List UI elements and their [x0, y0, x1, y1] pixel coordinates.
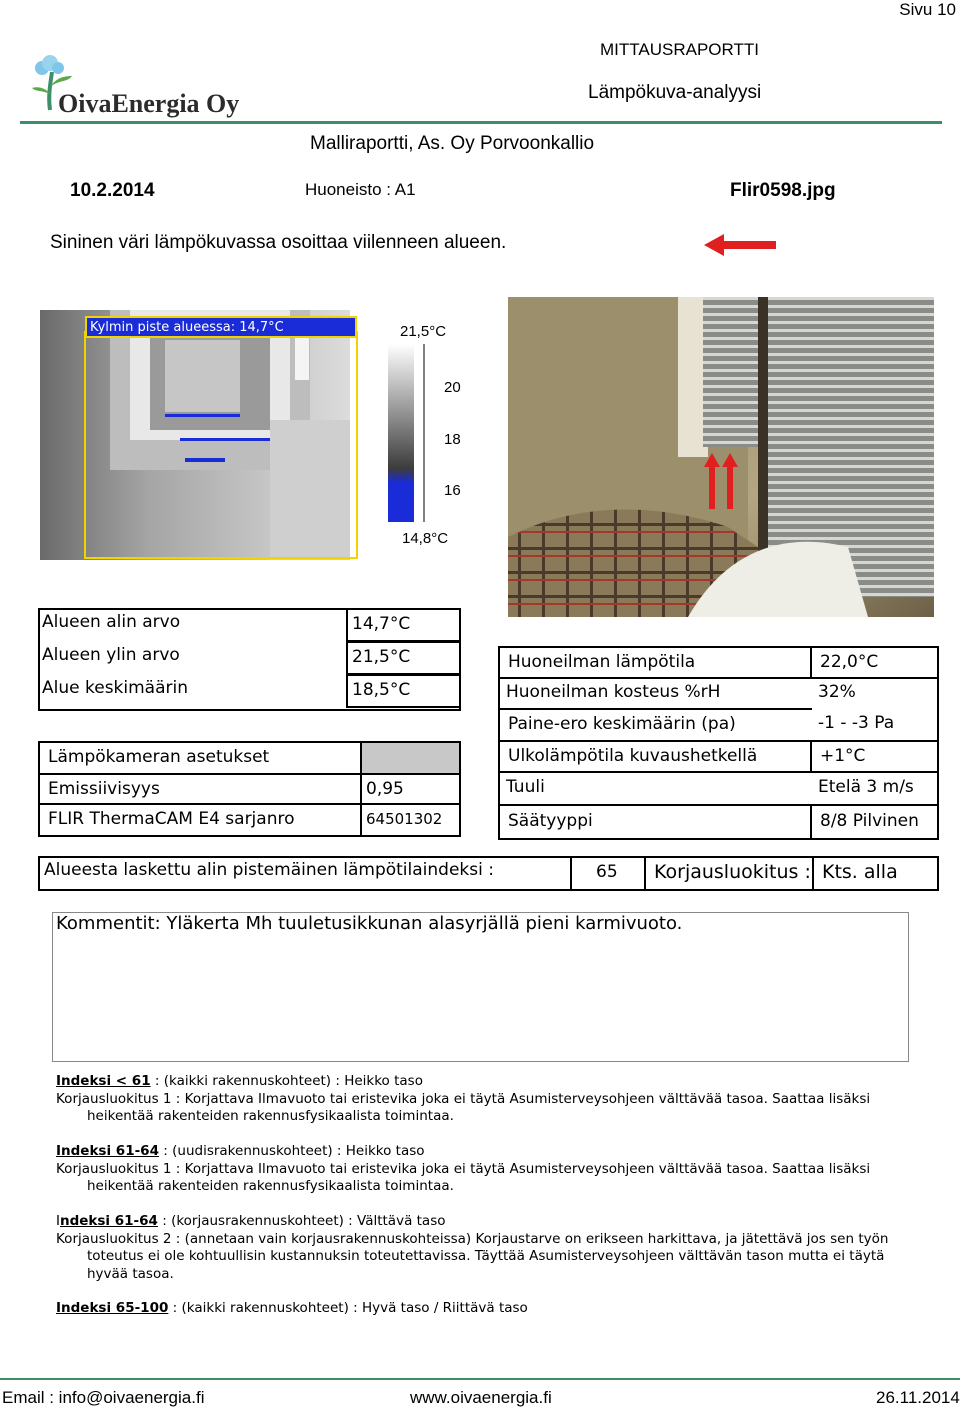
camera-serial-value: 64501302 — [360, 803, 461, 837]
index-block-2 — [56, 1143, 916, 1196]
index-block-1 — [56, 1073, 916, 1126]
comments-text: Kommentit: Yläkerta Mh tuuletusikkunan alasyrjällä pieni karmivuoto. — [56, 913, 683, 934]
pressure-diff-label: Paine-ero keskimäärin (pa) — [498, 708, 812, 742]
red-arrow-left-icon — [704, 232, 778, 258]
correction-class-value: Kts. alla — [812, 856, 939, 891]
camera-serial-label: FLIR ThermaCAM E4 sarjanro — [38, 803, 362, 837]
color-note: Sininen väri lämpökuvassa osoittaa viilenneen alueen. — [50, 232, 507, 253]
apartment: Huoneisto : A1 — [305, 180, 416, 199]
index-2-head: Indeksi 61-64 — [56, 1143, 159, 1159]
room-photo — [508, 297, 934, 617]
index-2-line2: heikentää rakenteiden rakennusfysikaalista toimintaa. — [87, 1178, 454, 1194]
index-3-line1: Korjausluokitus 2 : (annetaan vain korjausrakennuskohteissa) Korjaustarve on erikseen harkittava, ja jätettävä jos sen työn — [56, 1230, 889, 1247]
weather-value: 8/8 Pilvinen — [810, 804, 939, 840]
correction-class-label: Korjausluokitus : — [644, 856, 814, 891]
report-date: 10.2.2014 — [70, 180, 155, 201]
wind-label: Tuuli — [506, 777, 545, 797]
index-3-head-prefix: I — [56, 1213, 60, 1229]
index-3-head-rest: : (korjausrakennuskohteet) : Välttävä taso — [157, 1213, 446, 1229]
index-3-line3: hyvää tasoa. — [87, 1265, 174, 1282]
index-4-head: Indeksi 65-100 — [56, 1300, 169, 1316]
project-name: Malliraportti, As. Oy Porvoonkallio — [310, 133, 595, 154]
page-number: Sivu 10 — [899, 0, 956, 19]
temperature-index-value: 65 — [570, 856, 646, 891]
scale-tick-16: 16 — [444, 482, 461, 499]
area-avg-label: Alue keskimäärin — [42, 678, 188, 698]
outdoor-temp-label: Ulkolämpötila kuvaushetkellä — [498, 740, 812, 773]
index-4-head-rest: : (kaikki rakennuskohteet) : Hyvä taso / Riittävä taso — [168, 1300, 528, 1316]
scale-tick-18: 18 — [444, 431, 461, 448]
area-avg-value: 18,5°C — [346, 674, 461, 708]
index-block-3 — [56, 1213, 916, 1283]
comments-box — [52, 912, 909, 1062]
camera-settings-heading: Lämpökameran asetukset — [38, 741, 362, 775]
report-title: MITTAUSRAPORTTI — [600, 40, 759, 59]
index-1-head: Indeksi < 61 — [56, 1073, 151, 1089]
thermal-image — [40, 310, 460, 560]
emissivity-value: 0,95 — [360, 773, 461, 805]
weather-label: Säätyyppi — [498, 804, 812, 840]
area-min-value: 14,7°C — [346, 608, 461, 642]
room-temp-value: 22,0°C — [810, 646, 939, 679]
svg-text:OivaEnergia Oy: OivaEnergia Oy — [58, 89, 240, 118]
area-values-frame — [38, 608, 461, 711]
oivaenergia-logo — [28, 52, 240, 126]
area-min-label: Alueen alin arvo — [42, 612, 181, 632]
room-humidity-label: Huoneilman kosteus %rH — [506, 682, 721, 702]
index-1-head-rest: : (kaikki rakennuskohteet) : Heikko taso — [150, 1073, 423, 1089]
scale-max: 21,5°C — [400, 323, 447, 340]
room-temp-label: Huoneilman lämpötila — [498, 646, 812, 679]
footer-website[interactable]: www.oivaenergia.fi — [410, 1388, 552, 1407]
scale-min: 14,8°C — [402, 530, 449, 547]
index-3-line2: toteutus ei ole kohtuullisin kustannuksin toteutettavissa. Täyttää Asumisterveysohjeen välttävän tason mutta ei täytä — [87, 1248, 885, 1264]
index-3-head: ndeksi 61-64 — [59, 1213, 158, 1229]
emissivity-label: Emissiivisyys — [38, 773, 362, 805]
camera-settings-blank — [360, 741, 461, 775]
footer-date: 26.11.2014 — [876, 1388, 960, 1407]
footer-email[interactable]: Email : info@oivaenergia.fi — [2, 1388, 205, 1407]
wind-value: Etelä 3 m/s — [818, 777, 914, 797]
area-max-value: 21,5°C — [346, 641, 461, 675]
index-2-line1: Korjausluokitus 1 : Korjattava Ilmavuoto tai eristevika joka ei täytä Asumisterveysohjeen välttävää tasoa. Saattaa lisäksi — [56, 1160, 871, 1177]
footer-divider — [0, 1378, 960, 1380]
coldest-point-label: Kylmin piste alueessa: 14,7°C — [85, 316, 357, 338]
temperature-index-label: Alueesta laskettu alin pistemäinen lämpötilaindeksi : — [38, 856, 572, 891]
image-file-name: Flir0598.jpg — [730, 180, 836, 201]
scale-tick-20: 20 — [444, 379, 461, 396]
report-subtitle: Lämpökuva-analyysi — [588, 82, 762, 103]
pressure-diff-value: -1 - -3 Pa — [818, 713, 895, 733]
index-1-line2: heikentää rakenteiden rakennusfysikaalista toimintaa. — [87, 1108, 454, 1124]
header-divider — [20, 121, 942, 124]
outdoor-temp-value: +1°C — [810, 740, 939, 773]
area-max-label: Alueen ylin arvo — [42, 645, 180, 665]
room-humidity-value: 32% — [818, 682, 856, 702]
index-2-head-rest: : (uudisrakennuskohteet) : Heikko taso — [158, 1143, 425, 1159]
index-block-4 — [56, 1300, 916, 1318]
index-1-line1: Korjausluokitus 1 : Korjattava Ilmavuoto tai eristevika joka ei täytä Asumisterveysohjeen välttävää tasoa. Saattaa lisäksi — [56, 1090, 871, 1107]
